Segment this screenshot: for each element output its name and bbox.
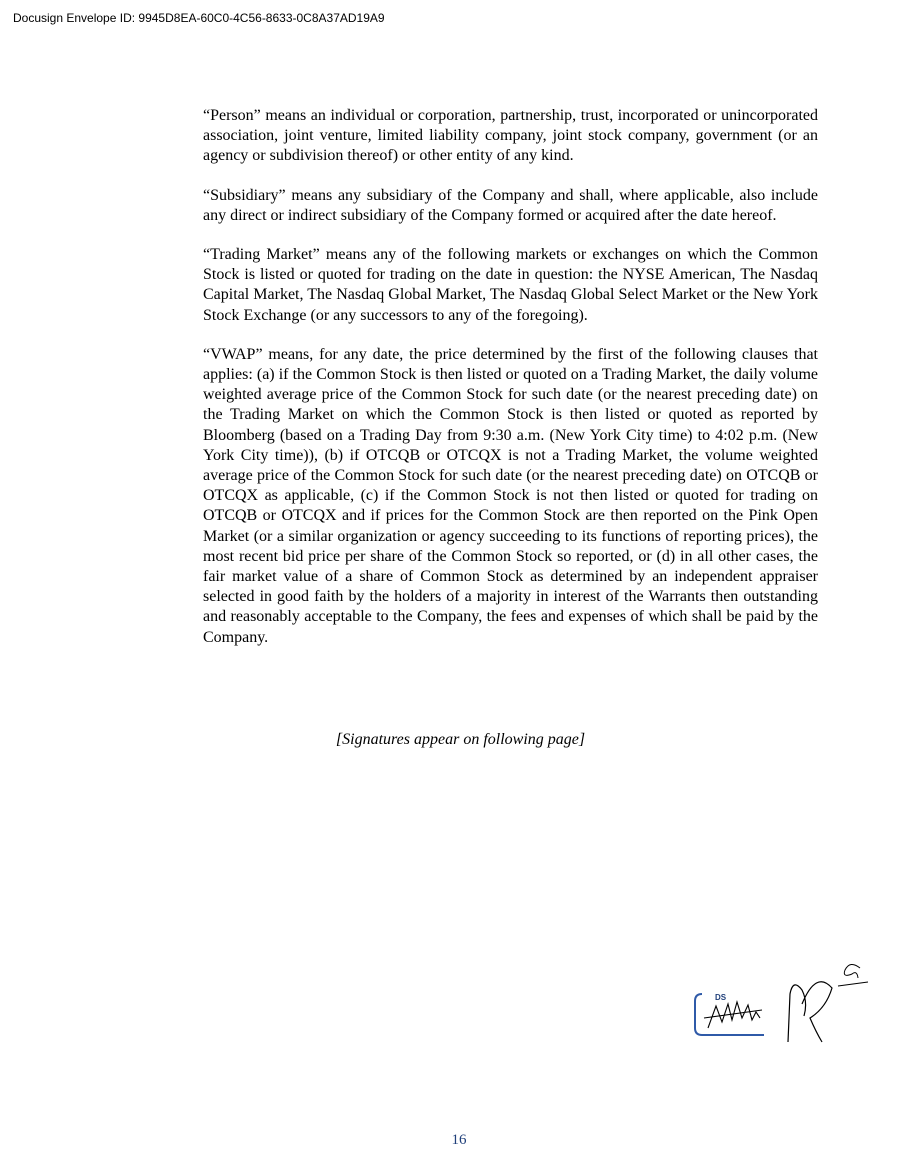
definition-subsidiary: “Subsidiary” means any subsidiary of the Company and shall, where applicable, also include any direct or indirect subsidiary of the Company formed or acquired after the date hereof. xyxy=(203,186,818,224)
definition-trading-market: “Trading Market” means any of the following markets or exchanges on which the Common Stock is listed or quoted for trading on the date in question: the NYSE American, The Nasdaq Capital Market, The Nasdaq Global Market, The Nasdaq Global Select Market or the New York Stock Exchange (or any successors to any of the foregoing). xyxy=(203,246,818,324)
envelope-id: Docusign Envelope ID: 9945D8EA-60C0-4C56-8633-0C8A37AD19A9 xyxy=(13,11,385,25)
definition-person: “Person” means an individual or corporation, partnership, trust, incorporated or unincorporated association, joint venture, limited liability company, joint stock company, government (or an agency or subdivision thereof) or other entity of any kind. xyxy=(203,107,818,165)
signature-note: [Signatures appear on following page] xyxy=(335,731,586,748)
initials-scribble xyxy=(704,1002,762,1028)
signature-stroke xyxy=(788,982,832,1042)
definition-vwap: “VWAP” means, for any date, the price determined by the first of the following clauses that applies: (a) if the Common Stock is then listed or quoted on a Trading Market, the daily volume weighted average price of the Common Stock for such date (or the nearest preceding date) on the Trading Market on which the Common Stock is then listed or quoted as reported by Bloomberg (based on a Trading Day from 9:30 a.m. (New York City time) to 4:02 p.m. (New York City time)), (b) if OTCQB or OTCQX is not a Trading Market, the volume weighted average price of the Common Stock for such date (or the nearest preceding date) on OTCQB or OTCQX as applicable, (c) if the Common Stock is not then listed or quoted for trading on OTCQB or OTCQX and if prices for the Common Stock are then reported on the Pink Open Market (or a similar organization or agency succeeding to its functions of reporting prices), the most recent bid price per share of the Common Stock so reported, or (d) in all other cases, the fair market value of a share of Common Stock as determined by an independent appraiser selected in good faith by the holders of a majority in interest of the Warrants then outstanding and reasonably acceptable to the Company, the fees and expenses of which shall be paid by the Company. xyxy=(203,345,818,646)
signature-flourish-a xyxy=(838,964,868,986)
definitions-section xyxy=(203,106,818,667)
initials-stamp xyxy=(690,960,870,1050)
stamp-label: DS xyxy=(715,993,727,1002)
page-number: 16 xyxy=(451,1132,467,1148)
